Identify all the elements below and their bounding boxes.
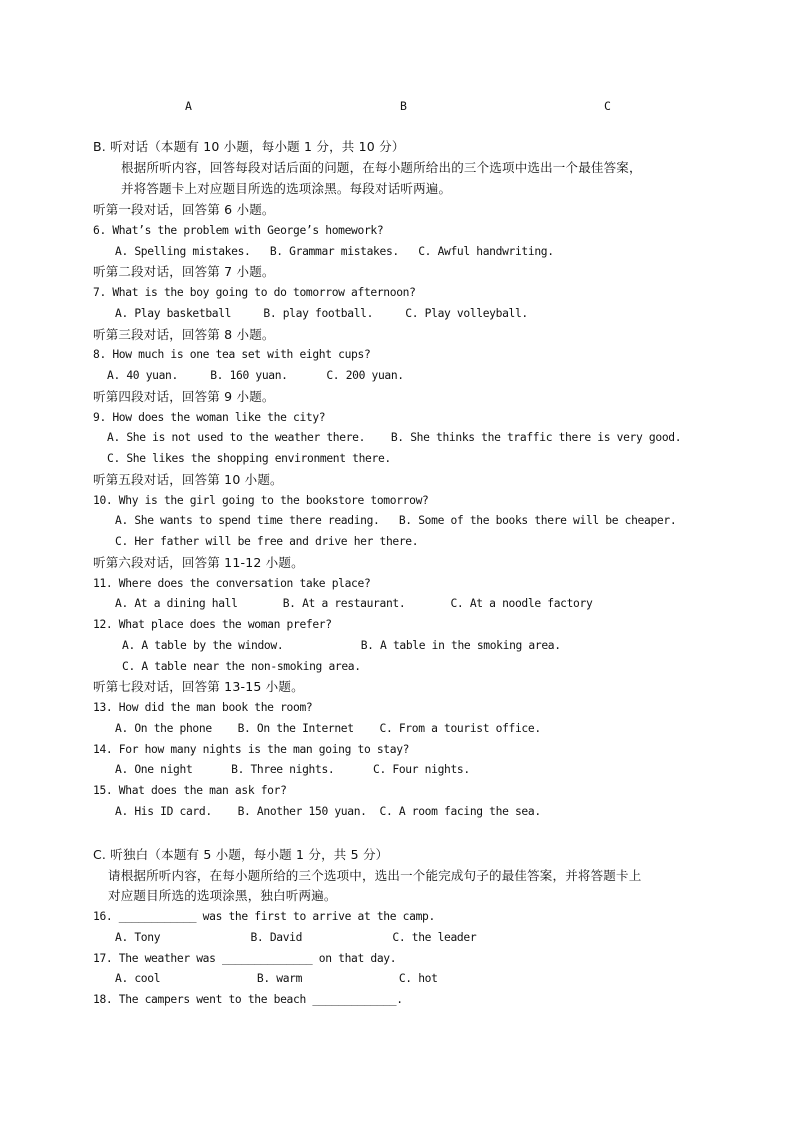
section-c-heading: C. 听独白（本题有 5 小题，每小题 1 分，共 5 分） (93, 847, 389, 862)
question: 8. How much is one tea set with eight cups? (93, 348, 371, 362)
question: 17. The weather was ______________ on that day. (93, 951, 397, 965)
dialogue-direction: 听第七段对话，回答第 13-15 小题。 (93, 679, 304, 695)
dialogue-direction: 听第一段对话，回答第 6 小题。 (93, 202, 275, 217)
answer-options: A. At a dining hall B. At a restaurant. C. At a noodle factory (115, 597, 593, 611)
question: 12. What place does the woman prefer? (93, 618, 332, 631)
dialogue-direction: 听第五段对话，回答第 10 小题。 (93, 471, 283, 487)
dialogue-direction: 听第三段对话，回答第 8 小题。 (93, 326, 275, 342)
question: 18. The campers went to the beach _____________. (93, 993, 403, 1006)
question: 14. For how many nights is the man going to stay? (93, 742, 410, 756)
question: 10. Why is the girl going to the bookstore tomorrow? (93, 493, 429, 507)
dialogue-direction: 听第四段对话，回答第 9 小题。 (93, 388, 275, 404)
answer-options: C. She likes the shopping environment there. (107, 452, 391, 465)
section-b-instruction: 并将答题卡上对应题目所选的选项涂黑。每段对话听两遍。 (121, 181, 452, 196)
answer-options: C. Her father will be free and drive her there. (115, 535, 419, 548)
dialogue-direction: 听第六段对话，回答第 11-12 小题。 (93, 554, 304, 570)
answer-options: A. On the phone B. On the Internet C. From a tourist office. (115, 721, 541, 735)
question: 16. ____________ was the first to arrive at the camp. (93, 910, 435, 923)
image-label-c: C (604, 99, 611, 113)
answer-options: A. Spelling mistakes. B. Grammar mistakes. C. Awful handwriting. (115, 244, 554, 258)
section-b-heading: B. 听对话（本题有 10 小题，每小题 1 分，共 10 分） (93, 139, 405, 154)
image-label-a: A (185, 99, 192, 113)
section-b-instruction: 根据所听内容，回答每段对话后面的问题，在每小题所给出的三个选项中选出一个最佳答案， (121, 160, 642, 175)
answer-options: A. Tony B. David C. the leader (115, 930, 477, 944)
dialogue-direction: 听第二段对话，回答第 7 小题。 (93, 264, 275, 280)
image-label-b: B (400, 99, 407, 113)
answer-options: A. She is not used to the weather there. B. She thinks the traffic there is very good. (107, 431, 682, 445)
question: 9. How does the woman like the city? (93, 410, 326, 424)
answer-options: A. A table by the window. B. A table in the smoking area. (122, 638, 561, 652)
question: 15. What does the man ask for? (93, 784, 287, 797)
answer-options: C. A table near the non-smoking area. (122, 659, 361, 673)
answer-options: A. Play basketball B. play football. C. Play volleyball. (115, 306, 528, 320)
question: 13. How did the man book the room? (93, 701, 313, 714)
section-c-instruction: 请根据所听内容，在每小题所给的三个选项中，选出一个能完成句子的最佳答案，并将答题卡上 (108, 868, 642, 883)
question: 7. What is the boy going to do tomorrow afternoon? (93, 286, 416, 299)
question: 6. What’s the problem with George’s homework? (93, 223, 384, 237)
answer-options: A. One night B. Three nights. C. Four nights. (115, 763, 470, 777)
section-c-instruction: 对应题目所选的选项涂黑，独白听两遍。 (108, 888, 337, 903)
answer-options: A. His ID card. B. Another 150 yuan. C. A room facing the sea. (115, 804, 541, 818)
answer-options: A. She wants to spend time there reading. B. Some of the books there will be cheaper. (115, 514, 677, 528)
answer-options: A. cool B. warm C. hot (115, 972, 438, 986)
answer-options: A. 40 yuan. B. 160 yuan. C. 200 yuan. (107, 369, 404, 382)
question: 11. Where does the conversation take place? (93, 576, 371, 590)
